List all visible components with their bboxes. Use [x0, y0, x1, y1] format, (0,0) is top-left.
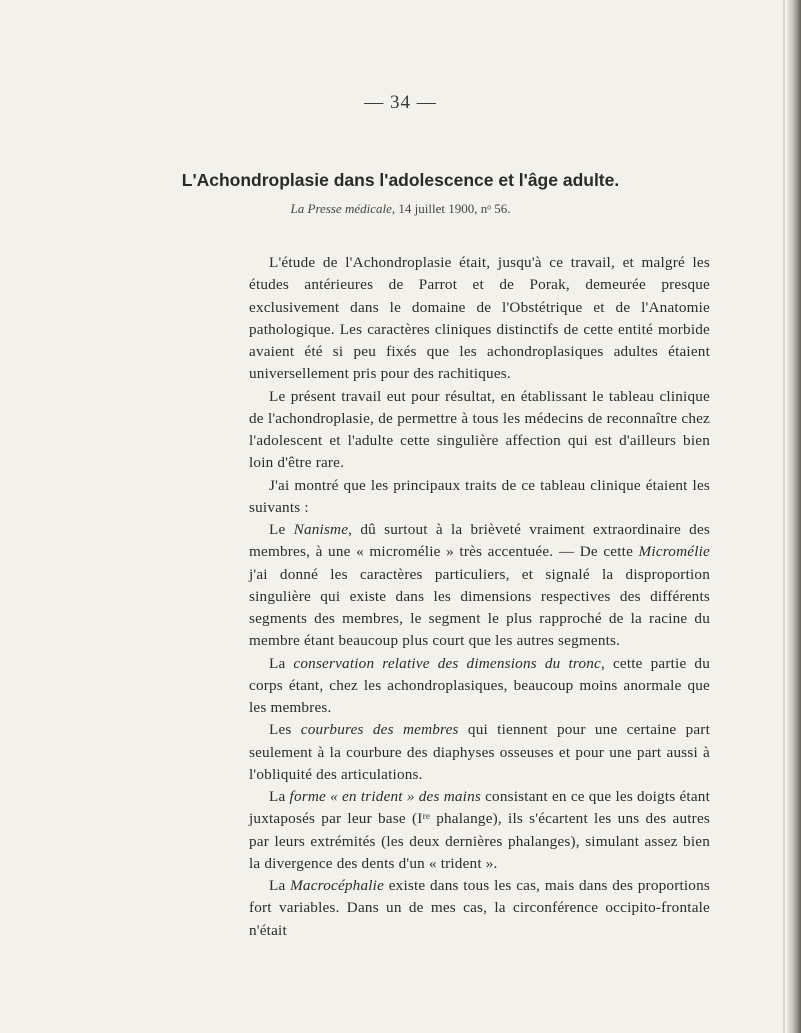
term-micromelie: Micromélie	[638, 543, 710, 561]
term-conservation-tronc: conservation relative des dimensions du tronc	[293, 654, 601, 672]
text-run: qui tiennent pour une certaine part seulement à la courbure des diaphyses osseuses et pour une part aussi à l'obliquité des articulations.	[249, 721, 710, 783]
article-body	[249, 252, 710, 942]
paragraph-intro: L'étude de l'Achondroplasie était, jusqu'à ce travail, et malgré les études antérieures de Parrot et de Porak, demeurée presque exclusivement dans le domaine de l'Obstétrique et de l'Anatomie pathologique. Les caractères cliniques distinctifs de cette entité morbide avaient été si peu fixés que les achondroplasiques adultes étaient universellement pris pour des rachitiques.	[249, 254, 710, 383]
text-run: j'ai donné les caractères particuliers, et signalé la disproportion singulière qui existe dans les dimensions respectives des différents segments des membres, le segment le plus rapproché de la racine du membre étant beaucoup plus court que les autres segments.	[249, 565, 710, 650]
scan-edge-line	[783, 0, 785, 1033]
text-run: La	[269, 877, 291, 894]
paragraph-traits-lead: J'ai montré que les principaux traits de ce tableau clinique étaient les suivants :	[249, 476, 710, 516]
text-run: Les	[269, 721, 301, 739]
text-run: dû surtout à la brièveté vraiment extraordinaire des membres, à une « micromélie » très accentuée. — De cette	[249, 521, 710, 561]
paragraph-macrocephalie	[249, 875, 710, 942]
text-run: La	[269, 788, 290, 805]
article-title: L'Achondroplasie dans l'adolescence et l'âge adulte.	[181, 170, 620, 190]
page-number: — 34 —	[364, 92, 437, 113]
term-trident: forme « en trident » des mains	[289, 788, 481, 805]
scan-binding-edge	[787, 0, 801, 1033]
article-source	[0, 201, 801, 217]
paragraph-trident	[249, 786, 710, 875]
paragraph-nanisme	[249, 519, 710, 653]
text-run: Le	[269, 521, 294, 538]
text-run: consistant en ce que les doigts étant juxtaposés par leur base (Iʳᵉ phalange), ils s'écartent les uns des autres par leurs extrémités (les deux dernières phalanges), simulant assez bien la divergence des dents d'un « trident ».	[249, 788, 710, 872]
paragraph-result: Le présent travail eut pour résultat, en établissant le tableau clinique de l'achondroplasie, de permettre à tous les médecins de reconnaître chez l'adolescent et l'adulte cette singulière affection qui est d'ailleurs bien loin d'être rare.	[249, 387, 710, 472]
text-run: La	[269, 654, 294, 672]
term-nanisme: Nanisme,	[293, 521, 353, 538]
source-journal: La Presse médicale,	[290, 201, 396, 216]
source-details: 14 juillet 1900, nᵒ 56.	[395, 201, 511, 216]
text-run: existe dans tous les cas, mais dans des proportions fort variables. Dans un de mes cas, la circonférence occipito-frontale n'était	[249, 877, 710, 939]
term-macrocephalie: Macrocéphalie	[290, 877, 385, 894]
text-run: , cette partie du corps étant, chez les achondroplasiques, beaucoup moins anormale que les membres.	[249, 654, 710, 716]
term-courbures: courbures des membres	[300, 721, 459, 739]
paragraph-courbures	[249, 719, 710, 786]
paragraph-tronc	[249, 653, 710, 720]
